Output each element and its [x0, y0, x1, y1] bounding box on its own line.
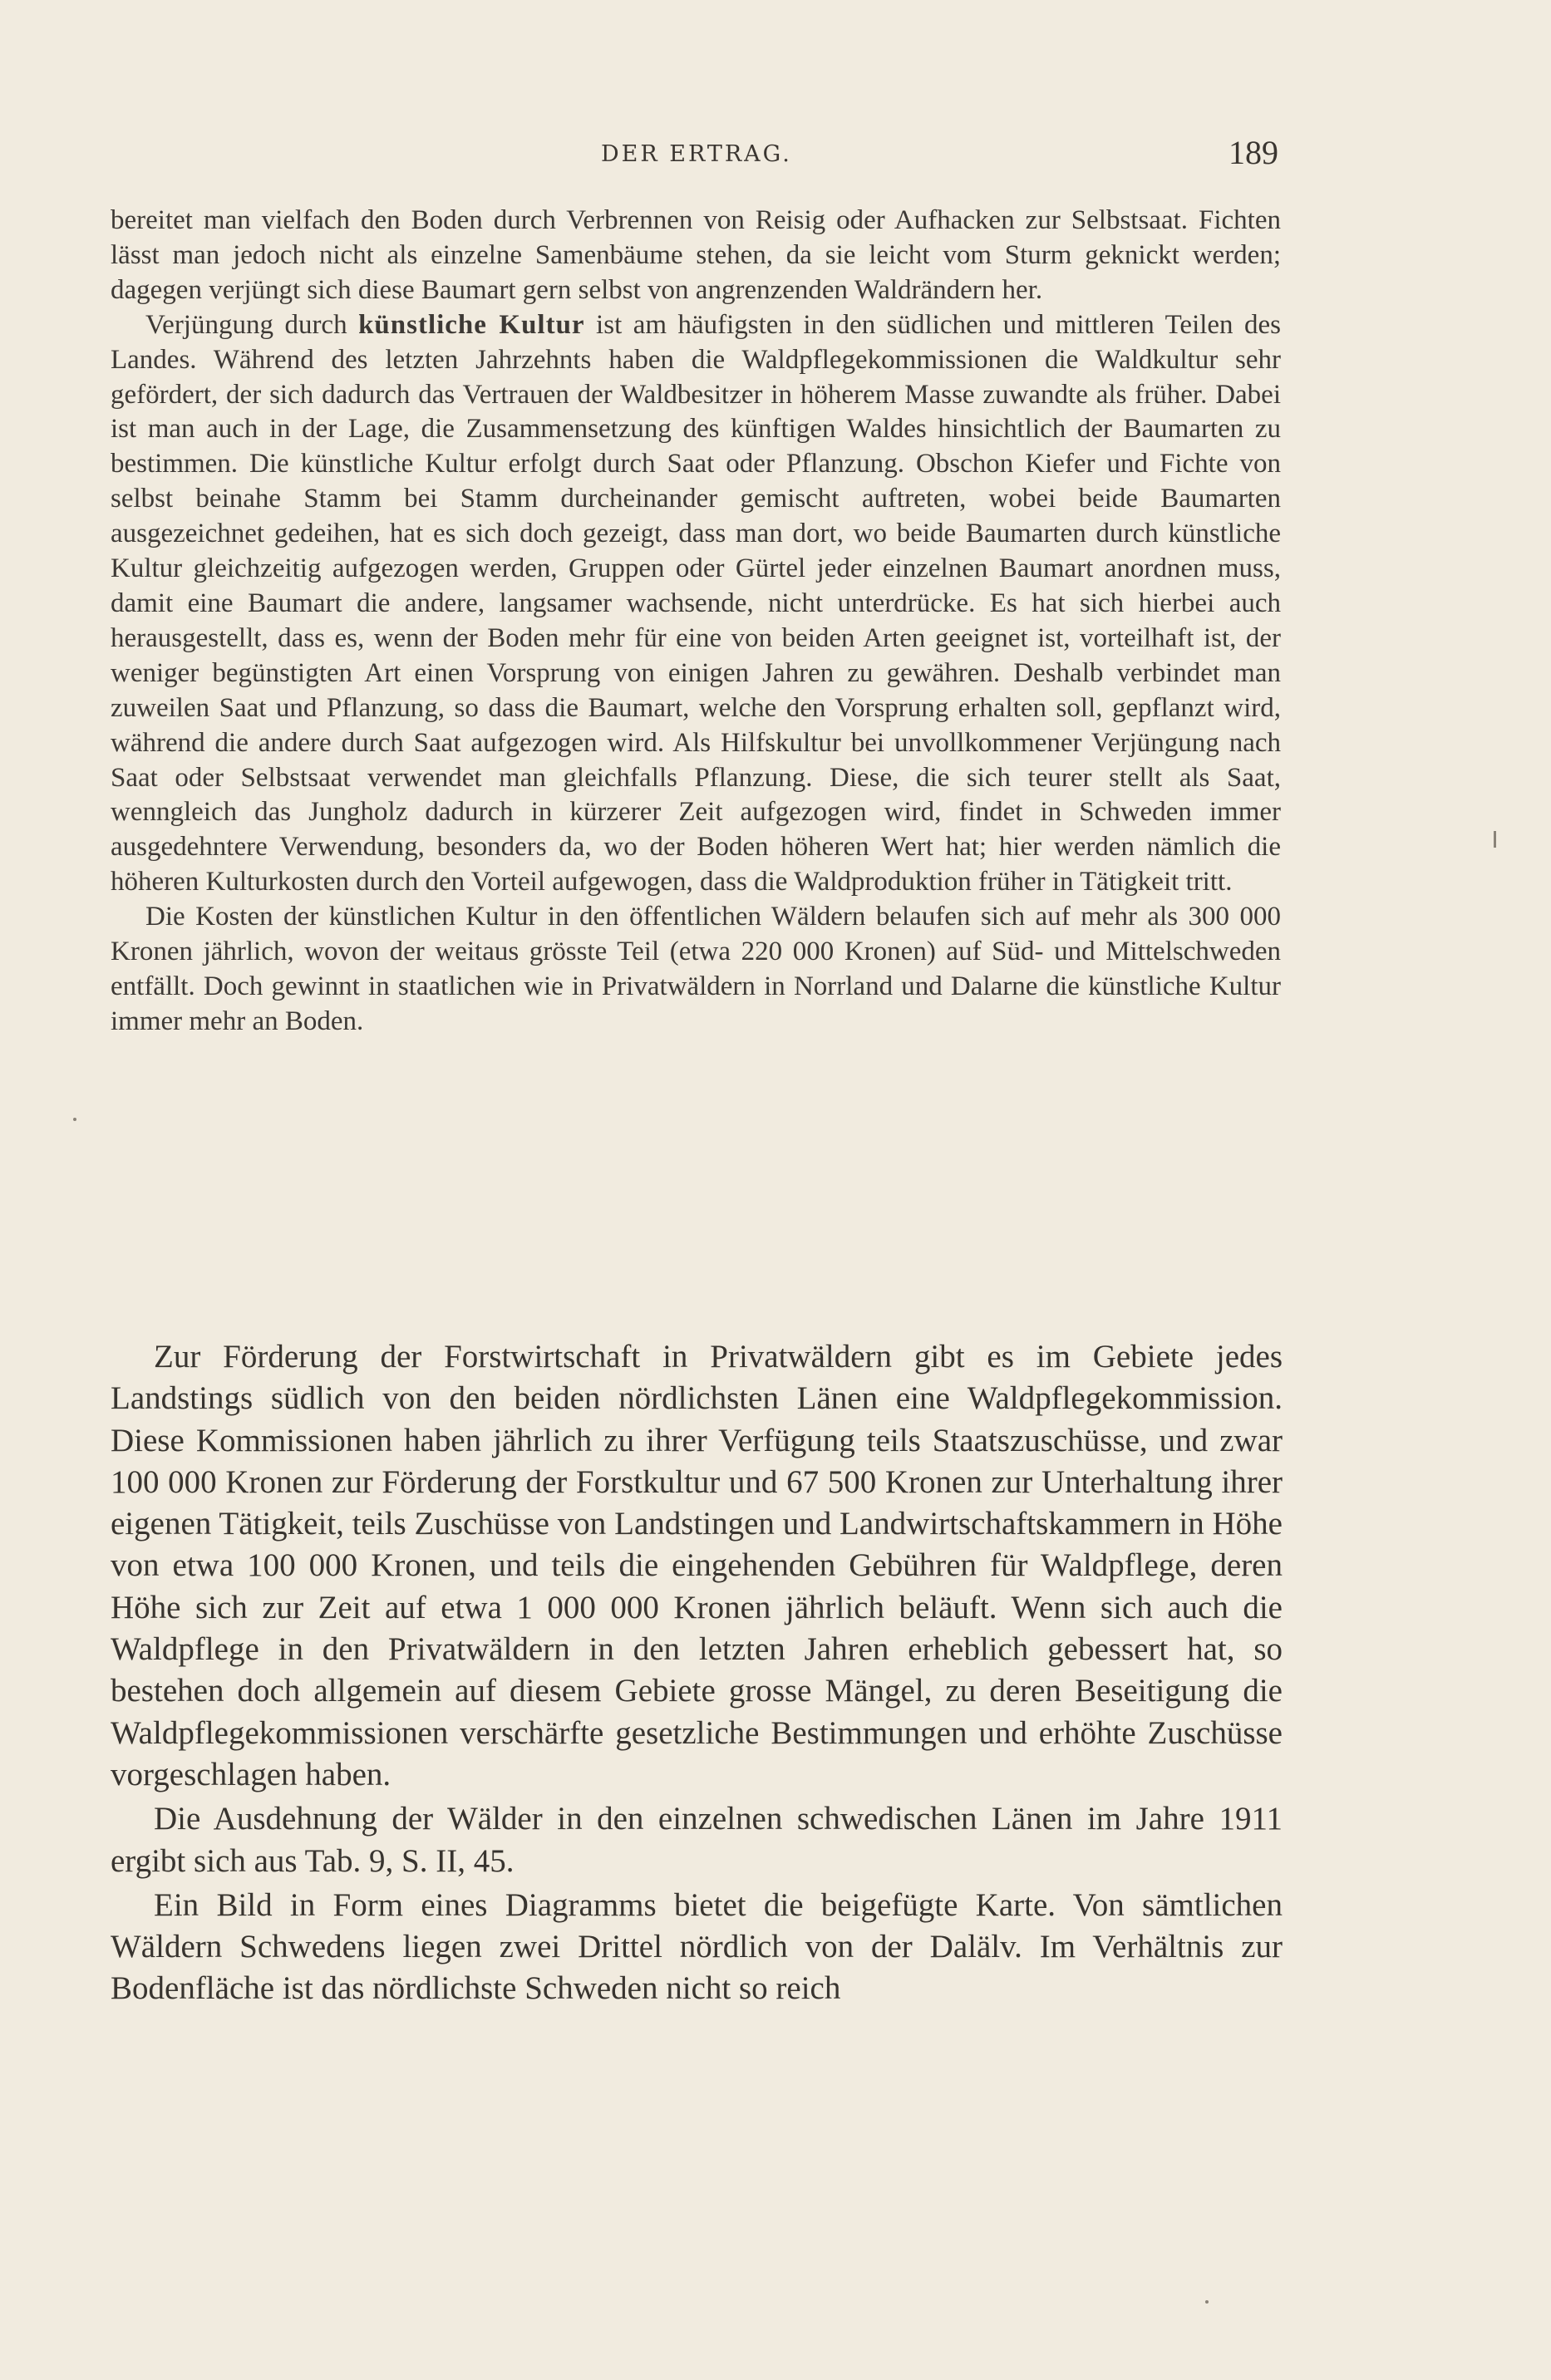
paragraph-text: ist am häufigsten in den südlichen und mittleren Teilen des Landes. Während des letzten Jahrzehnts haben die Waldpflegekommissionen die Waldkultur sehr gefördert, der sich dadurch das Vertrauen der Waldbesitzer in höherem Masse zuwandte als früher. Dabei ist man auch in der Lage, die Zusammensetzung des künftigen Waldes hinsichtlich der Baumarten zu bestimmen. Die künstliche Kultur erfolgt durch Saat oder Pflanzung. Obschon Kiefer und Fichte von selbst beinahe Stamm bei Stamm durcheinander gemischt auftreten, wobei beide Baumarten ausgezeichnet gedeihen, hat es sich doch gezeigt, dass man dort, wo beide Baumarten durch künstliche Kultur gleichzeitig aufgezogen werden, Gruppen oder Gürtel jeder einzelnen Baumart anordnen muss, damit eine Baumart die andere, langsamer wachsende, nicht unterdrücke. Es hat sich hierbei auch herausgestellt, dass es, wenn der Boden mehr für eine von beiden Arten geeignet ist, vorteilhaft ist, der weniger begünstigten Art einen Vorsprung von einigen Jahren zu gewähren. Deshalb verbindet man zuweilen Saat und Pflanzung, so dass die Baumart, welche den Vorsprung erhalten soll, gepflanzt wird, während die andere durch Saat aufgezogen wird. Als Hilfskultur bei unvollkommener Verjüngung nach Saat oder Selbstsaat verwendet man gleichfalls Pflanzung. Diese, die sich teurer stellt als Saat, wenngleich das Jungholz dadurch in kürzerer Zeit aufgezogen wird, findet in Schweden immer ausgedehntere Verwendung, besonders da, wo der Boden höheren Wert hat; hier werden nämlich die höheren Kulturkosten durch den Vorteil aufgewogen, dass die Waldproduktion früher in Tätigkeit tritt.: [111, 309, 1282, 897]
paragraph-continuation: bereitet man vielfach den Boden durch Verbrennen von Reisig oder Aufhacken zur Selbstsaat. Fichten lässt man jedoch nicht als einzelne Samenbäume stehen, da sie leicht vom Sturm geknickt werden; dagegen verjüngt sich diese Baumart gern selbst von angrenzenden Waldrändern her.: [111, 205, 1281, 305]
margin-mark: [1494, 831, 1496, 848]
paragraph-text: Verjüngung durch: [145, 309, 359, 340]
paragraph-forest-extent: Die Ausdehnung der Wälder in den einzelnen schwedischen Länen im Jahre 1911 ergibt sich aus Tab. 9, S. II, 45.: [111, 1801, 1283, 1879]
page-header: [115, 133, 1278, 183]
speck-mark: [73, 1118, 76, 1121]
main-text-section: [111, 1334, 1283, 2010]
speck-mark: [1205, 2300, 1209, 2304]
emphasized-term: künstliche Kultur: [358, 309, 585, 340]
paragraph-costs: Die Kosten der künstlichen Kultur in den öffentlichen Wäldern belaufen sich auf mehr als 300 000 Kronen jährlich, wovon der weitaus grösste Teil (etwa 220 000 Kronen) auf Süd- und Mittelschweden entfällt. Doch gewinnt in staatlichen wie in Privatwäldern in Norrland und Dalarne die künstliche Kultur immer mehr an Boden.: [111, 902, 1281, 1036]
paragraph-forestry-promotion: Zur Förderung der Forstwirtschaft in Privatwäldern gibt es im Gebiete jedes Landstings südlich von den beiden nördlichsten Länen eine Waldpflegekommission. Diese Kommissionen haben jährlich zu ihrer Verfügung teils Staatszuschüsse, und zwar 100 000 Kronen zur Förderung der Forstkultur und 67 500 Kronen zur Unterhaltung ihrer eigenen Tätigkeit, teils Zuschüsse von Landstingen und Landwirtschaftskammern in Höhe von etwa 100 000 Kronen, und teils die eingehenden Gebühren für Waldpflege, deren Höhe sich zur Zeit auf etwa 1 000 000 Kronen jährlich beläuft. Wenn sich auch die Waldpflege in den Privatwäldern in den letzten Jahren erheblich gebessert hat, so bestehen doch allgemein auf diesem Gebiete grosse Mängel, zu deren Beseitigung die Waldpflegekommissionen verschärfte gesetzliche Bestimmungen und erhöhte Zuschüsse vorgeschlagen haben.: [111, 1339, 1283, 1792]
running-head: DER ERTRAG.: [601, 141, 792, 167]
page-number: 189: [1228, 134, 1278, 171]
paragraph-artificial-culture: [111, 308, 1281, 900]
small-print-section: [111, 204, 1281, 1040]
paragraph-diagram: Ein Bild in Form eines Diagramms bietet die beigefügte Karte. Von sämtlichen Wäldern Schwedens liegen zwei Drittel nördlich von der Dalälv. Im Verhältnis zur Bodenfläche ist das nördlichste Schweden nicht so reich: [111, 1886, 1283, 2007]
